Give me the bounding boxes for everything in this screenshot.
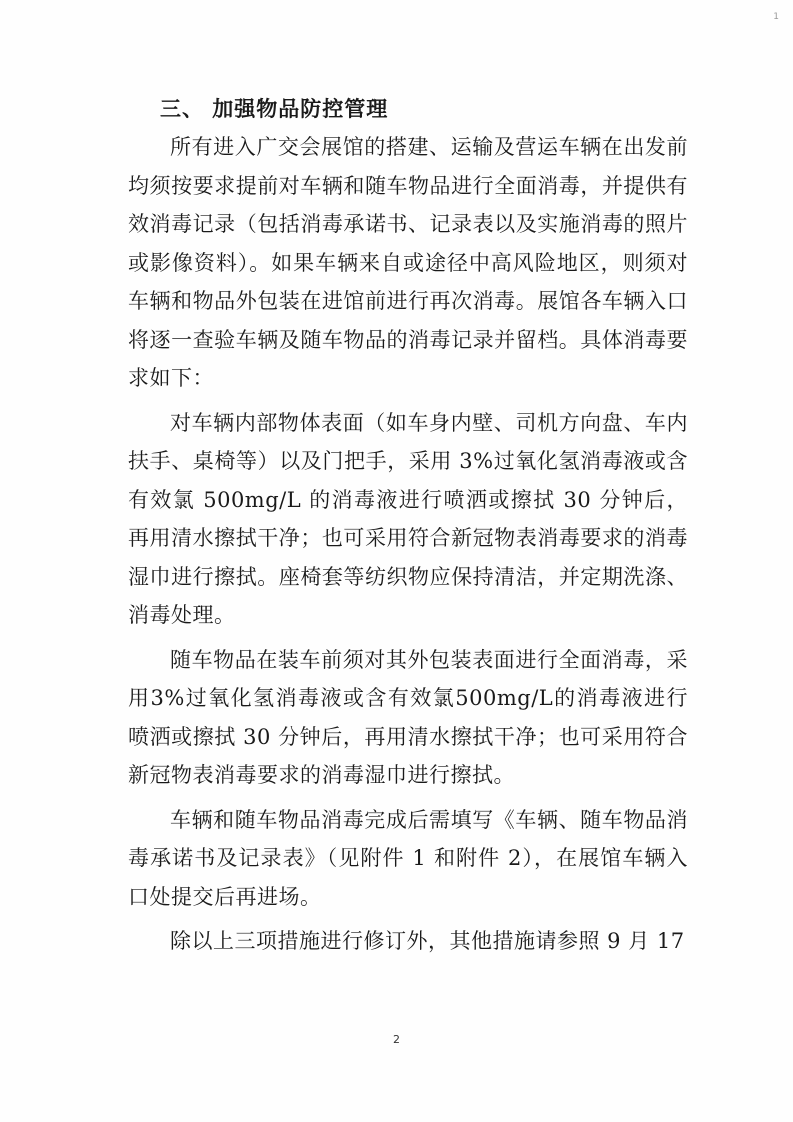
paragraph-vehicle-disinfection-requirement: 所有进入广交会展馆的搭建、运输及营运车辆在出发前均须按要求提前对车辆和随车物品进行全面消毒，并提供有效消毒记录（包括消毒承诺书、记录表以及实施消毒的照片或影像资料）。如果车辆来自或途径中高风险地区，则须对车辆和物品外包装在进馆前进行再次消毒。展馆各车辆入口将逐一查验车辆及随车物品的消毒记录并留档。具体消毒要求如下： — [128, 135, 688, 390]
corner-mark: 1 — [773, 12, 779, 22]
paragraph-other-measures: 除以上三项措施进行修订外，其他措施请参照 9 月 17 — [170, 929, 685, 953]
paragraph-cargo-disinfection: 随车物品在装车前须对其外包装表面进行全面消毒，采用3%过氧化氢消毒液或含有效氯500mg/L的消毒液进行喷洒或擦拭 30 分钟后，再用清水擦拭干净；也可采用符合新冠物表消毒要求的消毒湿巾进行擦拭。 — [128, 647, 688, 787]
document-body — [128, 90, 688, 967]
page-number: 2 — [393, 1033, 400, 1046]
paragraph-vehicle-interior-disinfection: 对车辆内部物体表面（如车身内壁、司机方向盘、车内扶手、桌椅等）以及门把手，采用 3%过氧化氢消毒液或含有效氯 500mg/L 的消毒液进行喷洒或擦拭 30 分钟后，再用清水擦拭干净；也可采用符合新冠物表消毒要求的消毒湿巾进行擦拭。座椅套等纺织物应保持清洁，并定期洗涤、消毒处理。 — [128, 410, 688, 627]
paragraph-disinfection-record-form: 车辆和随车物品消毒完成后需填写《车辆、随车物品消毒承诺书及记录表》（见附件 1 和附件 2），在展馆车辆入口处提交后再进场。 — [128, 807, 688, 909]
section-heading: 三、 加强物品防控管理 — [160, 97, 389, 121]
